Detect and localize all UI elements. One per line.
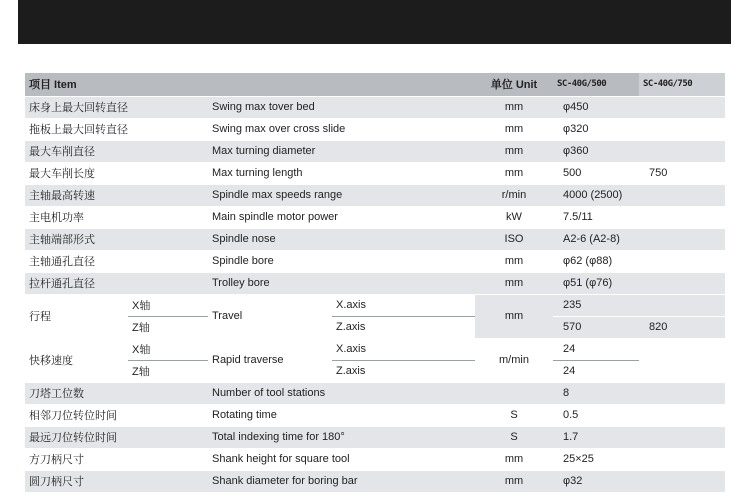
row-unit: mm <box>475 140 553 162</box>
row-value-2 <box>639 184 725 206</box>
travel-z-value-1: 570 <box>553 316 639 338</box>
row-label-en: Swing max over cross slide <box>208 118 475 140</box>
row-unit: mm <box>475 448 553 470</box>
table-row <box>25 426 725 448</box>
row-label-en: Swing max tover bed <box>208 96 475 118</box>
rapid-z-en: Z.axis <box>332 360 475 382</box>
travel-z-cn: Z轴 <box>128 316 208 338</box>
row-unit: mm <box>475 118 553 140</box>
row-label-en: Shank height for square tool <box>208 448 475 470</box>
row-label-cn: 床身上最大回转直径 <box>25 96 208 118</box>
row-value-2 <box>639 426 725 448</box>
row-unit: mm <box>475 470 553 492</box>
row-label-en: Spindle bore <box>208 250 475 272</box>
table-row <box>25 184 725 206</box>
table-row <box>25 96 725 118</box>
travel-label-cn: 行程 <box>25 294 128 338</box>
row-label-cn: 相邻刀位转位时间 <box>25 404 208 426</box>
row-value-2 <box>639 96 725 118</box>
travel-label-en: Travel <box>208 294 332 338</box>
row-label-cn: 拖板上最大回转直径 <box>25 118 208 140</box>
row-label-en: Main spindle motor power <box>208 206 475 228</box>
row-label-cn: 最大车削直径 <box>25 140 208 162</box>
row-value-1: 1.7 <box>553 426 639 448</box>
row-value-1: 7.5/11 <box>553 206 639 228</box>
travel-unit: mm <box>475 294 553 338</box>
row-unit <box>475 382 553 404</box>
row-unit: mm <box>475 162 553 184</box>
row-label-cn: 刀塔工位数 <box>25 382 208 404</box>
row-unit: mm <box>475 250 553 272</box>
row-value-2 <box>639 250 725 272</box>
row-unit: S <box>475 404 553 426</box>
row-label-en: Shank diameter for boring bar <box>208 470 475 492</box>
rapid-label-cn: 快移速度 <box>25 338 128 382</box>
travel-row-z <box>25 316 725 338</box>
row-value-1: 500 <box>553 162 639 184</box>
row-label-en: Number of tool stations <box>208 382 475 404</box>
table-row <box>25 404 725 426</box>
row-value-2: 750 <box>639 162 725 184</box>
spec-table <box>25 73 725 493</box>
table-row <box>25 162 725 184</box>
header-model-1: SC-40G/500 <box>553 73 639 96</box>
rapid-z-value-2 <box>639 360 725 382</box>
row-label-cn: 主轴端部形式 <box>25 228 208 250</box>
rapid-x-value-1: 24 <box>553 338 639 360</box>
travel-x-cn: X轴 <box>128 294 208 316</box>
row-label-cn: 最大车削长度 <box>25 162 208 184</box>
travel-z-value-2: 820 <box>639 316 725 338</box>
header-model-2: SC-40G/750 <box>639 73 725 96</box>
row-label-en: Rotating time <box>208 404 475 426</box>
row-label-cn: 最远刀位转位时间 <box>25 426 208 448</box>
row-unit: mm <box>475 96 553 118</box>
row-label-cn: 方刀柄尺寸 <box>25 448 208 470</box>
row-label-en: Spindle nose <box>208 228 475 250</box>
table-row <box>25 118 725 140</box>
row-label-cn: 圆刀柄尺寸 <box>25 470 208 492</box>
travel-x-value-2 <box>639 294 725 316</box>
row-value-1: φ62 (φ88) <box>553 250 639 272</box>
table-row <box>25 206 725 228</box>
row-unit: r/min <box>475 184 553 206</box>
row-value-1: 4000 (2500) <box>553 184 639 206</box>
row-value-1: φ360 <box>553 140 639 162</box>
table-row <box>25 228 725 250</box>
row-unit: S <box>475 426 553 448</box>
table-row <box>25 382 725 404</box>
row-value-1: 0.5 <box>553 404 639 426</box>
table-row <box>25 448 725 470</box>
row-label-cn: 拉杆通孔直径 <box>25 272 208 294</box>
row-value-1: A2-6 (A2-8) <box>553 228 639 250</box>
row-value-2 <box>639 448 725 470</box>
row-value-2 <box>639 118 725 140</box>
table-row <box>25 140 725 162</box>
rapid-z-cn: Z轴 <box>128 360 208 382</box>
row-value-1: φ32 <box>553 470 639 492</box>
row-unit: ISO <box>475 228 553 250</box>
header-unit: 单位 Unit <box>475 73 553 96</box>
rapid-x-value-2 <box>639 338 725 360</box>
row-value-1: φ51 (φ76) <box>553 272 639 294</box>
row-value-1: 25×25 <box>553 448 639 470</box>
rapid-row-x <box>25 338 725 360</box>
rapid-z-value-1: 24 <box>553 360 639 382</box>
table-header <box>25 73 725 96</box>
row-value-2 <box>639 140 725 162</box>
row-value-1: φ320 <box>553 118 639 140</box>
rapid-x-en: X.axis <box>332 338 475 360</box>
travel-z-en: Z.axis <box>332 316 475 338</box>
row-label-en: Max turning diameter <box>208 140 475 162</box>
travel-x-value-1: 235 <box>553 294 639 316</box>
row-value-2 <box>639 206 725 228</box>
row-value-1: φ450 <box>553 96 639 118</box>
table-row <box>25 272 725 294</box>
row-value-2 <box>639 272 725 294</box>
rapid-label-en: Rapid traverse <box>208 338 332 382</box>
row-value-2 <box>639 404 725 426</box>
table-row <box>25 250 725 272</box>
rapid-row-z <box>25 360 725 382</box>
header-item: 项目 Item <box>25 73 475 96</box>
row-unit: kW <box>475 206 553 228</box>
row-label-cn: 主轴通孔直径 <box>25 250 208 272</box>
row-label-cn: 主轴最高转速 <box>25 184 208 206</box>
travel-row-x <box>25 294 725 316</box>
rapid-x-cn: X轴 <box>128 338 208 360</box>
travel-x-en: X.axis <box>332 294 475 316</box>
row-label-en: Total indexing time for 180° <box>208 426 475 448</box>
row-label-cn: 主电机功率 <box>25 206 208 228</box>
row-value-2 <box>639 228 725 250</box>
row-label-en: Trolley bore <box>208 272 475 294</box>
table-row <box>25 470 725 492</box>
row-label-en: Max turning length <box>208 162 475 184</box>
row-value-2 <box>639 382 725 404</box>
row-value-2 <box>639 470 725 492</box>
rapid-unit: m/min <box>475 338 553 382</box>
row-value-1: 8 <box>553 382 639 404</box>
row-unit: mm <box>475 272 553 294</box>
row-label-en: Spindle max speeds range <box>208 184 475 206</box>
top-banner <box>18 0 731 44</box>
